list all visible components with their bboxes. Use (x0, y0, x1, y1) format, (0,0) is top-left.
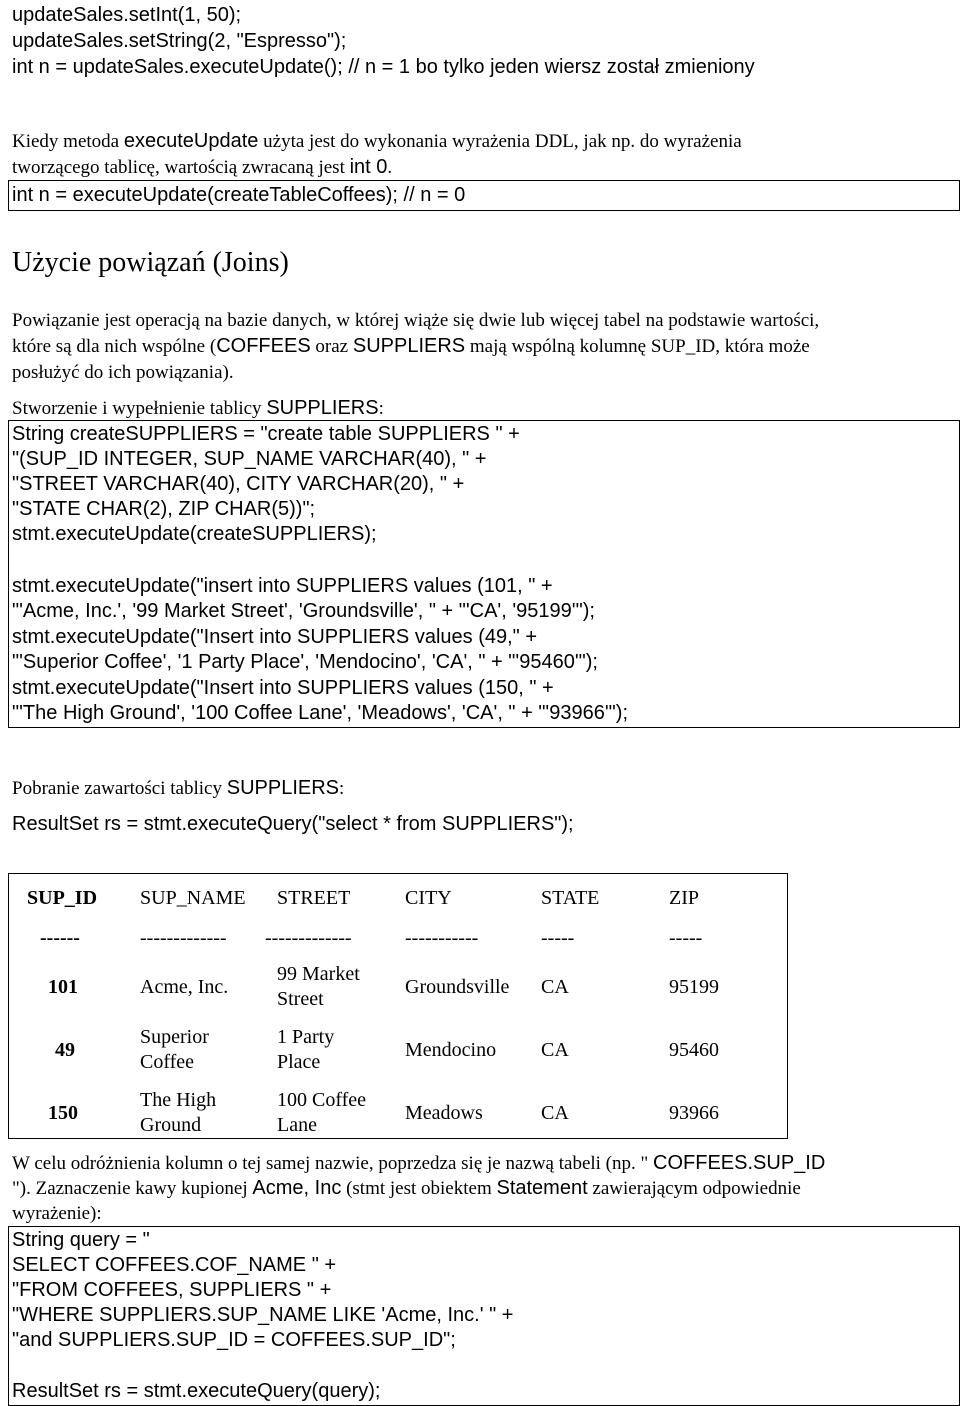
column-header: STATE (541, 887, 600, 909)
separator-dashes: ----------- (405, 927, 479, 949)
cell-sup-name: Acme, Inc. (140, 976, 229, 998)
code-line: "'Superior Coffee', '1 Party Place', 'Mendocino', 'CA', " + "'95460'"); (12, 651, 598, 673)
section-heading: Użycie powiązań (Joins) (12, 247, 289, 278)
code-line: SELECT COFFEES.COF_NAME " + (12, 1254, 337, 1276)
ddl-code-line: int n = executeUpdate(createTableCoffees); // n = 0 (12, 184, 466, 206)
code-line: stmt.executeUpdate("Insert into SUPPLIERS values (150, " + (12, 677, 554, 699)
ddl-paragraph-line-1: Kiedy metoda executeUpdate użyta jest do wykonania wyrażenia DDL, jak np. do wyrażenia (12, 130, 742, 152)
code-line: "FROM COFFEES, SUPPLIERS " + (12, 1279, 332, 1301)
cell-street: Place (277, 1051, 321, 1073)
cell-zip: 95460 (669, 1039, 719, 1061)
fetch-code-line: ResultSet rs = stmt.executeQuery("select * from SUPPLIERS"); (12, 813, 574, 835)
code-line: stmt.executeUpdate(createSUPPLIERS); (12, 523, 377, 545)
separator-dashes: ----- (669, 927, 703, 949)
code-line: stmt.executeUpdate("insert into SUPPLIERS values (101, " + (12, 575, 553, 597)
code-line: ResultSet rs = stmt.executeQuery(query); (12, 1380, 381, 1402)
code-line: "'Acme, Inc.', '99 Market Street', 'Groundsville', " + "'CA', '95199'"); (12, 600, 595, 622)
code-line: int n = updateSales.executeUpdate(); // n = 1 bo tylko jeden wiersz został zmieniony (12, 56, 755, 78)
code-line: "STREET VARCHAR(40), CITY VARCHAR(20), " + (12, 473, 465, 495)
cell-city: Meadows (405, 1102, 483, 1124)
ddl-paragraph-line-2: tworzącego tablicę, wartością zwracaną jest int 0. (12, 156, 393, 178)
cell-zip: 95199 (669, 976, 719, 998)
column-header: STREET (277, 887, 351, 909)
joins-paragraph-line-2: które są dla nich wspólne (COFFEES oraz SUPPLIERS mają wspólną kolumnę SUP_ID, która może (12, 335, 810, 357)
code-line: updateSales.setInt(1, 50); (12, 4, 242, 26)
cell-street: 99 Market (277, 963, 360, 985)
note-paragraph-line-2: "). Zaznaczenie kawy kupionej Acme, Inc (stmt jest obiektem Statement zawierającym odpowiednie (12, 1177, 801, 1199)
joins-paragraph-line-3: posłużyć do ich powiązania). (12, 362, 234, 383)
cell-state: CA (541, 1102, 569, 1124)
code-line: "and SUPPLIERS.SUP_ID = COFFEES.SUP_ID"; (12, 1329, 456, 1351)
code-line: stmt.executeUpdate("Insert into SUPPLIERS values (49," + (12, 626, 537, 648)
cell-city: Mendocino (405, 1039, 497, 1061)
note-paragraph-line-3: wyrażenie): (12, 1203, 102, 1224)
cell-sup-id: 49 (55, 1039, 75, 1061)
separator-dashes: ------ (40, 927, 80, 949)
separator-dashes: ----- (541, 927, 575, 949)
cell-sup-id: 101 (48, 976, 78, 998)
code-line: "'The High Ground', '100 Coffee Lane', 'Meadows', 'CA', " + "'93966'"); (12, 702, 628, 724)
column-header: SUP_NAME (140, 887, 246, 909)
cell-sup-id: 150 (48, 1102, 78, 1124)
cell-city: Groundsville (405, 976, 510, 998)
column-header: SUP_ID (27, 887, 98, 909)
code-line: String createSUPPLIERS = "create table SUPPLIERS " + (12, 423, 520, 445)
cell-street: 100 Coffee (277, 1089, 367, 1111)
code-line: String query = " (12, 1229, 150, 1251)
code-line: "(SUP_ID INTEGER, SUP_NAME VARCHAR(40), " + (12, 448, 487, 470)
cell-sup-name: Superior (140, 1026, 209, 1048)
cell-street: 1 Party (277, 1026, 335, 1048)
separator-dashes: ------------- (140, 927, 227, 949)
column-header: ZIP (669, 887, 699, 909)
separator-dashes: ------------- (265, 927, 352, 949)
cell-state: CA (541, 1039, 569, 1061)
code-line: updateSales.setString(2, "Espresso"); (12, 30, 347, 52)
cell-sup-name: Ground (140, 1114, 202, 1136)
column-header: CITY (405, 887, 452, 909)
cell-street: Street (277, 988, 324, 1010)
joins-paragraph-line-1: Powiązanie jest operacją na bazie danych, w której wiąże się dwie lub więcej tabel na podstawie wartości, (12, 310, 820, 331)
code-line: "STATE CHAR(2), ZIP CHAR(5))"; (12, 498, 316, 520)
note-paragraph-line-1: W celu odróżnienia kolumn o tej samej nazwie, poprzedza się je nazwą tabeli (np. " COFFEES.SUP_ID (12, 1152, 826, 1174)
cell-zip: 93966 (669, 1102, 719, 1124)
cell-sup-name: Coffee (140, 1051, 195, 1073)
cell-street: Lane (277, 1114, 317, 1136)
code-line: "WHERE SUPPLIERS.SUP_NAME LIKE 'Acme, Inc.' " + (12, 1304, 514, 1326)
cell-state: CA (541, 976, 569, 998)
create-label: Stworzenie i wypełnienie tablicy SUPPLIERS: (12, 397, 384, 419)
fetch-label: Pobranie zawartości tablicy SUPPLIERS: (12, 777, 345, 799)
cell-sup-name: The High (140, 1089, 217, 1111)
